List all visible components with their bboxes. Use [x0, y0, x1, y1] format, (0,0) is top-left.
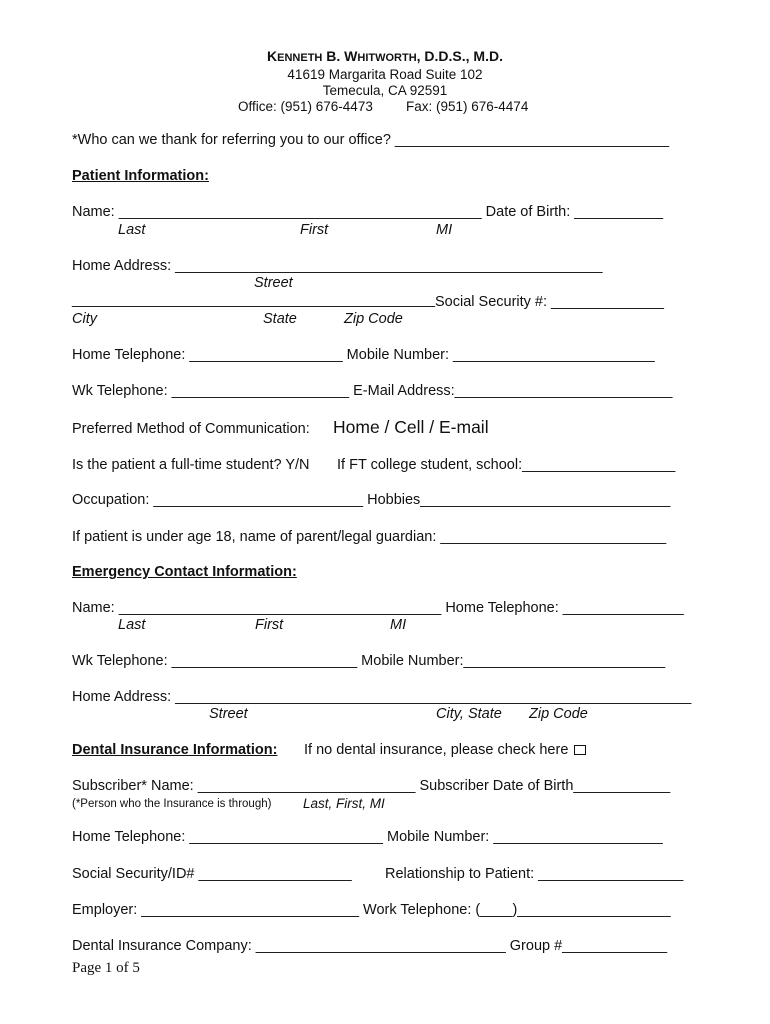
insurance-heading: Dental Insurance Information:: [72, 742, 278, 758]
label-street: Street: [209, 706, 248, 722]
patient-ssn-field[interactable]: Social Security #: ______________: [435, 294, 664, 310]
label-mi: MI: [436, 222, 453, 238]
address-line-2: Temecula, CA 92591: [322, 83, 448, 98]
employer-fields[interactable]: Employer: ___________________________ Work Telephone: (____)___________________: [72, 902, 671, 918]
emergency-phone-fields[interactable]: Wk Telephone: _______________________ Mobile Number:_________________________: [72, 653, 666, 669]
label-street: Street: [254, 275, 293, 291]
guardian-field[interactable]: If patient is under age 18, name of parent/legal guardian: ____________________________: [72, 529, 667, 545]
emergency-address-field[interactable]: Home Address: ________________________________________________________________: [72, 689, 692, 705]
occupation-hobbies-fields[interactable]: Occupation: __________________________ Hobbies_______________________________: [72, 492, 671, 508]
insurance-company-fields[interactable]: Dental Insurance Company: _______________________________ Group #_____________: [72, 938, 668, 954]
address-line-1: 41619 Margarita Road Suite 102: [287, 67, 483, 82]
label-first: First: [255, 617, 284, 633]
label-city-state: City, State: [436, 706, 502, 722]
page-number: Page 1 of 5: [72, 960, 140, 976]
label-zip: Zip Code: [529, 706, 588, 722]
patient-city-field[interactable]: _____________________________________________: [72, 292, 435, 308]
label-last: Last: [118, 222, 146, 238]
emergency-name-field[interactable]: Name: ________________________________________ Home Telephone: _______________: [72, 600, 684, 616]
label-zip: Zip Code: [344, 311, 403, 327]
label-city: City: [72, 311, 97, 327]
fax-number: Fax: (951) 676-4474: [406, 99, 529, 114]
patient-phone-fields[interactable]: Home Telephone: ___________________ Mobile Number: _________________________: [72, 347, 655, 363]
preferred-communication-label: Preferred Method of Communication:: [72, 421, 310, 437]
label-last-first-mi: Last, First, MI: [303, 796, 385, 811]
patient-home-address-field[interactable]: Home Address: _____________________________________________________: [72, 258, 603, 274]
student-question[interactable]: Is the patient a full-time student? Y/N: [72, 457, 310, 473]
patient-info-heading: Patient Information:: [72, 168, 209, 184]
label-state: State: [263, 311, 297, 327]
label-mi: MI: [390, 617, 407, 633]
office-phone: Office: (951) 676-4473: [238, 99, 373, 114]
doctor-name: KENNETH B. WHITWORTH, D.D.S., M.D.: [267, 48, 503, 64]
subscriber-phone-fields[interactable]: Home Telephone: ________________________ Mobile Number: _____________________: [72, 829, 663, 845]
patient-name-field[interactable]: Name: _____________________________________________ Date of Birth: ___________: [72, 204, 664, 220]
college-field[interactable]: If FT college student, school:___________________: [337, 457, 676, 473]
no-insurance-checkbox[interactable]: [574, 745, 586, 755]
emergency-contact-heading: Emergency Contact Information:: [72, 564, 297, 580]
preferred-communication-options[interactable]: Home / Cell / E-mail: [333, 417, 489, 437]
relationship-field[interactable]: Relationship to Patient: __________________: [385, 866, 684, 882]
patient-work-email-fields[interactable]: Wk Telephone: ______________________ E-Mail Address:___________________________: [72, 383, 673, 399]
subscriber-ssn-field[interactable]: Social Security/ID# ___________________: [72, 866, 352, 882]
label-last: Last: [118, 617, 146, 633]
label-first: First: [300, 222, 329, 238]
subscriber-note: (*Person who the Insurance is through): [72, 798, 272, 810]
no-insurance-label: If no dental insurance, please check here: [304, 742, 586, 759]
subscriber-fields[interactable]: Subscriber* Name: ___________________________ Subscriber Date of Birth____________: [72, 778, 671, 794]
referral-field[interactable]: *Who can we thank for referring you to our office? __________________________________: [72, 132, 670, 148]
